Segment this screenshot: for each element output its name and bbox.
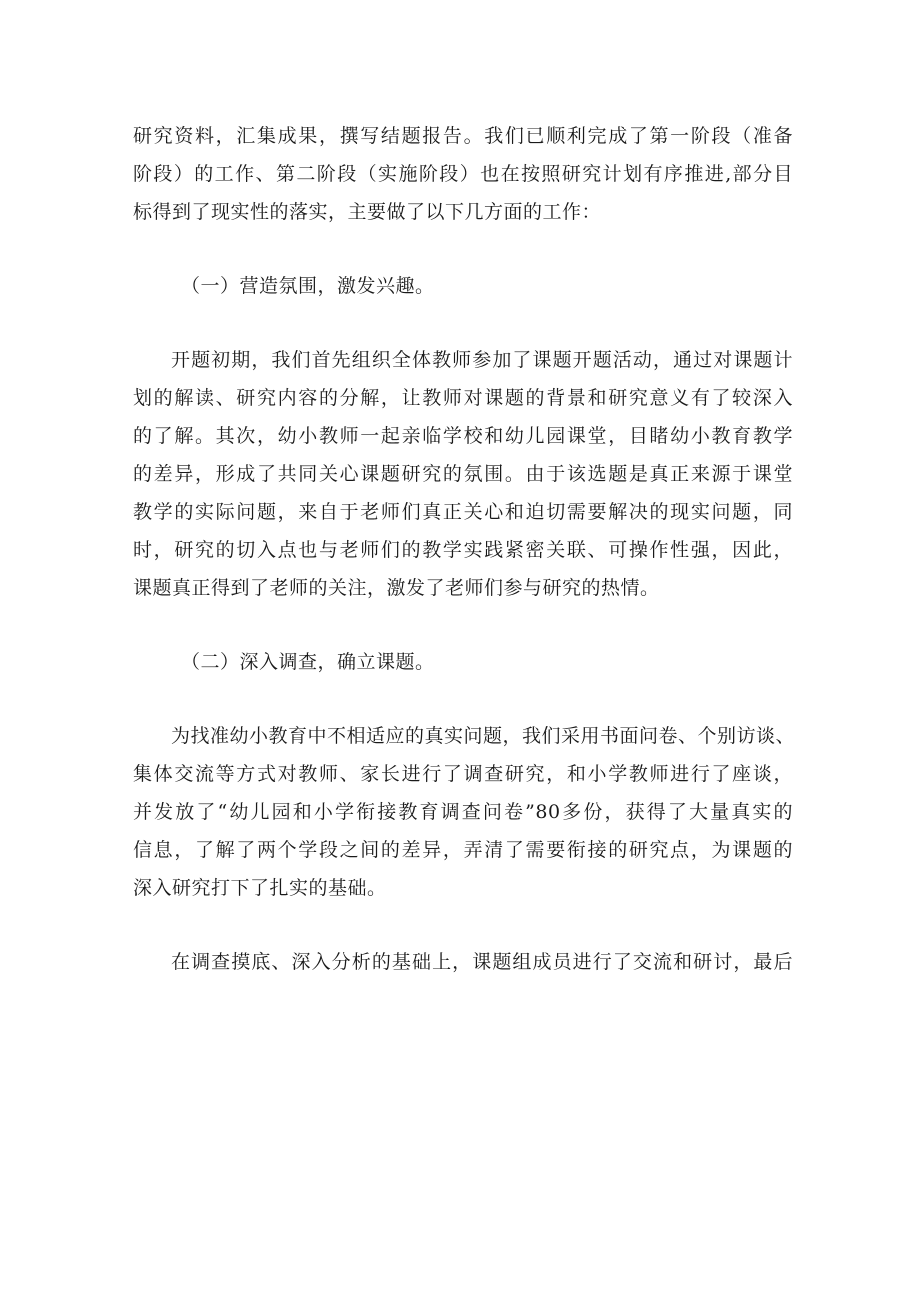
paragraph-gap [133,681,793,717]
text-line: 课题真正得到了老师的关注，激发了老师们参与研究的热情。 [133,577,660,599]
text-line: 深入研究打下了扎实的基础。 [133,877,387,899]
text-line: 时，研究的切入点也与老师们的教学实践紧密关联、可操作性强，因此， [133,539,793,561]
paragraph-gap [133,231,793,267]
text-line: 并发放了“幼儿园和小学衔接教育调查问卷”80多份，获得了大量真实的 [133,801,793,823]
text-line: 划的解读、研究内容的分解，让教师对课题的背景和研究意义有了较深入 [133,387,793,409]
text-line: 为找准幼小教育中不相适应的真实问题，我们采用书面问卷、个别访谈、 [171,725,796,747]
paragraph-kickoff [133,341,793,607]
text-line: 开题初期，我们首先组织全体教师参加了课题开题活动，通过对课题计 [171,349,793,371]
document-body [133,117,796,981]
text-line: 信息，了解了两个学段之间的差异，弄清了需要衔接的研究点，为课题的 [133,839,793,861]
text-line: 标得到了现实性的落实，主要做了以下几方面的工作： [133,201,602,223]
paragraph-gap [133,907,793,943]
section-heading-1 [133,267,793,305]
section-heading-2 [133,643,793,681]
text-line: 阶段）的工作、第二阶段（实施阶段）也在按照研究计划有序推进,部分目 [133,163,793,185]
paragraph-gap [133,305,793,341]
text-line: 在调查摸底、深入分析的基础上，课题组成员进行了交流和研讨，最后 [171,951,793,973]
paragraph-survey [133,717,796,907]
text-line: 教学的实际问题，来自于老师们真正关心和迫切需要解决的现实问题，同 [133,501,793,523]
text-line: 研究资料，汇集成果，撰写结题报告。我们已顺利完成了第一阶段（准备 [133,125,793,147]
paragraph-gap [133,607,793,643]
text-line: 的差异，形成了共同关心课题研究的氛围。由于该选题是真正来源于课堂 [133,463,793,485]
paragraph-intro [133,117,793,231]
text-line: 集体交流等方式对教师、家长进行了调查研究，和小学教师进行了座谈， [133,763,793,785]
paragraph-analysis [133,943,793,981]
text-line: 的了解。其次，幼小教师一起亲临学校和幼儿园课堂，目睹幼小教育教学 [133,425,793,447]
section-heading-text: （二）深入调查，确立课题。 [181,651,435,673]
section-heading-text: （一）营造氛围，激发兴趣。 [181,275,435,297]
